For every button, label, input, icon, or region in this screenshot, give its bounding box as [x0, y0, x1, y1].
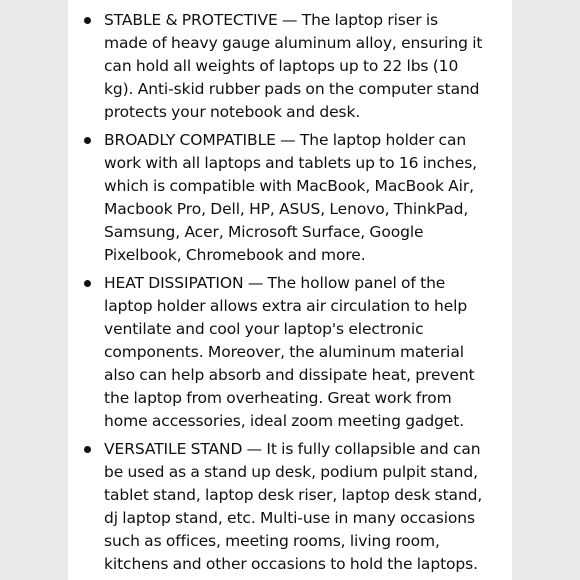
bullet-text-line: dj laptop stand, etc. Multi-use in many occasions	[104, 509, 476, 527]
bullet-text-line: HEAT DISSIPATION — The hollow panel of the	[104, 274, 446, 292]
bullet-dot-icon	[84, 137, 91, 144]
bullet-text-line: tablet stand, laptop desk riser, laptop desk stand,	[104, 486, 483, 504]
bullet-text-line: laptop holder allows extra air circulation to help	[104, 297, 468, 315]
bullet-text-line: ventilate and cool your laptop's electronic	[104, 320, 424, 338]
bullet-text-line: work with all laptops and tablets up to 16 inches,	[104, 154, 477, 172]
bullet-text-line: made of heavy gauge aluminum alloy, ensuring it	[104, 34, 483, 52]
feature-bullet-stable-protective	[68, 9, 512, 124]
bullet-text-line: home accessories, ideal zoom meeting gadget.	[104, 412, 465, 430]
feature-bullet-heat-dissipation	[68, 272, 512, 433]
bullet-text-line: can hold all weights of laptops up to 22 lbs (10	[104, 57, 459, 75]
bullet-text-line: protects your notebook and desk.	[104, 103, 361, 121]
bullet-dot-icon	[84, 17, 91, 24]
feature-bullet-broadly-compatible	[68, 129, 512, 267]
bullet-text-line: kg). Anti-skid rubber pads on the computer stand	[104, 80, 480, 98]
bullet-text-line: Samsung, Acer, Microsoft Surface, Google	[104, 223, 424, 241]
bullet-text-line: components. Moreover, the aluminum material	[104, 343, 464, 361]
feature-bullet-list	[68, 0, 512, 576]
bullet-text-line: which is compatible with MacBook, MacBook Air,	[104, 177, 474, 195]
product-description-panel	[68, 0, 512, 580]
bullet-dot-icon	[84, 280, 91, 287]
bullet-text-line: STABLE & PROTECTIVE — The laptop riser is	[104, 11, 438, 29]
bullet-text-line: kitchens and other occasions to hold the laptops.	[104, 555, 478, 573]
bullet-text-line: the laptop from overheating. Great work from	[104, 389, 452, 407]
bullet-text-line: Macbook Pro, Dell, HP, ASUS, Lenovo, ThinkPad,	[104, 200, 469, 218]
feature-bullet-versatile-stand	[68, 438, 512, 576]
bullet-text-line: Pixelbook, Chromebook and more.	[104, 246, 366, 264]
bullet-text-line: such as offices, meeting rooms, living room,	[104, 532, 440, 550]
bullet-text-line: also can help absorb and dissipate heat, prevent	[104, 366, 475, 384]
bullet-text-line: VERSATILE STAND — It is fully collapsible and can	[104, 440, 481, 458]
bullet-text-line: BROADLY COMPATIBLE — The laptop holder can	[104, 131, 467, 149]
bullet-dot-icon	[84, 446, 91, 453]
bullet-text-line: be used as a stand up desk, podium pulpit stand,	[104, 463, 478, 481]
